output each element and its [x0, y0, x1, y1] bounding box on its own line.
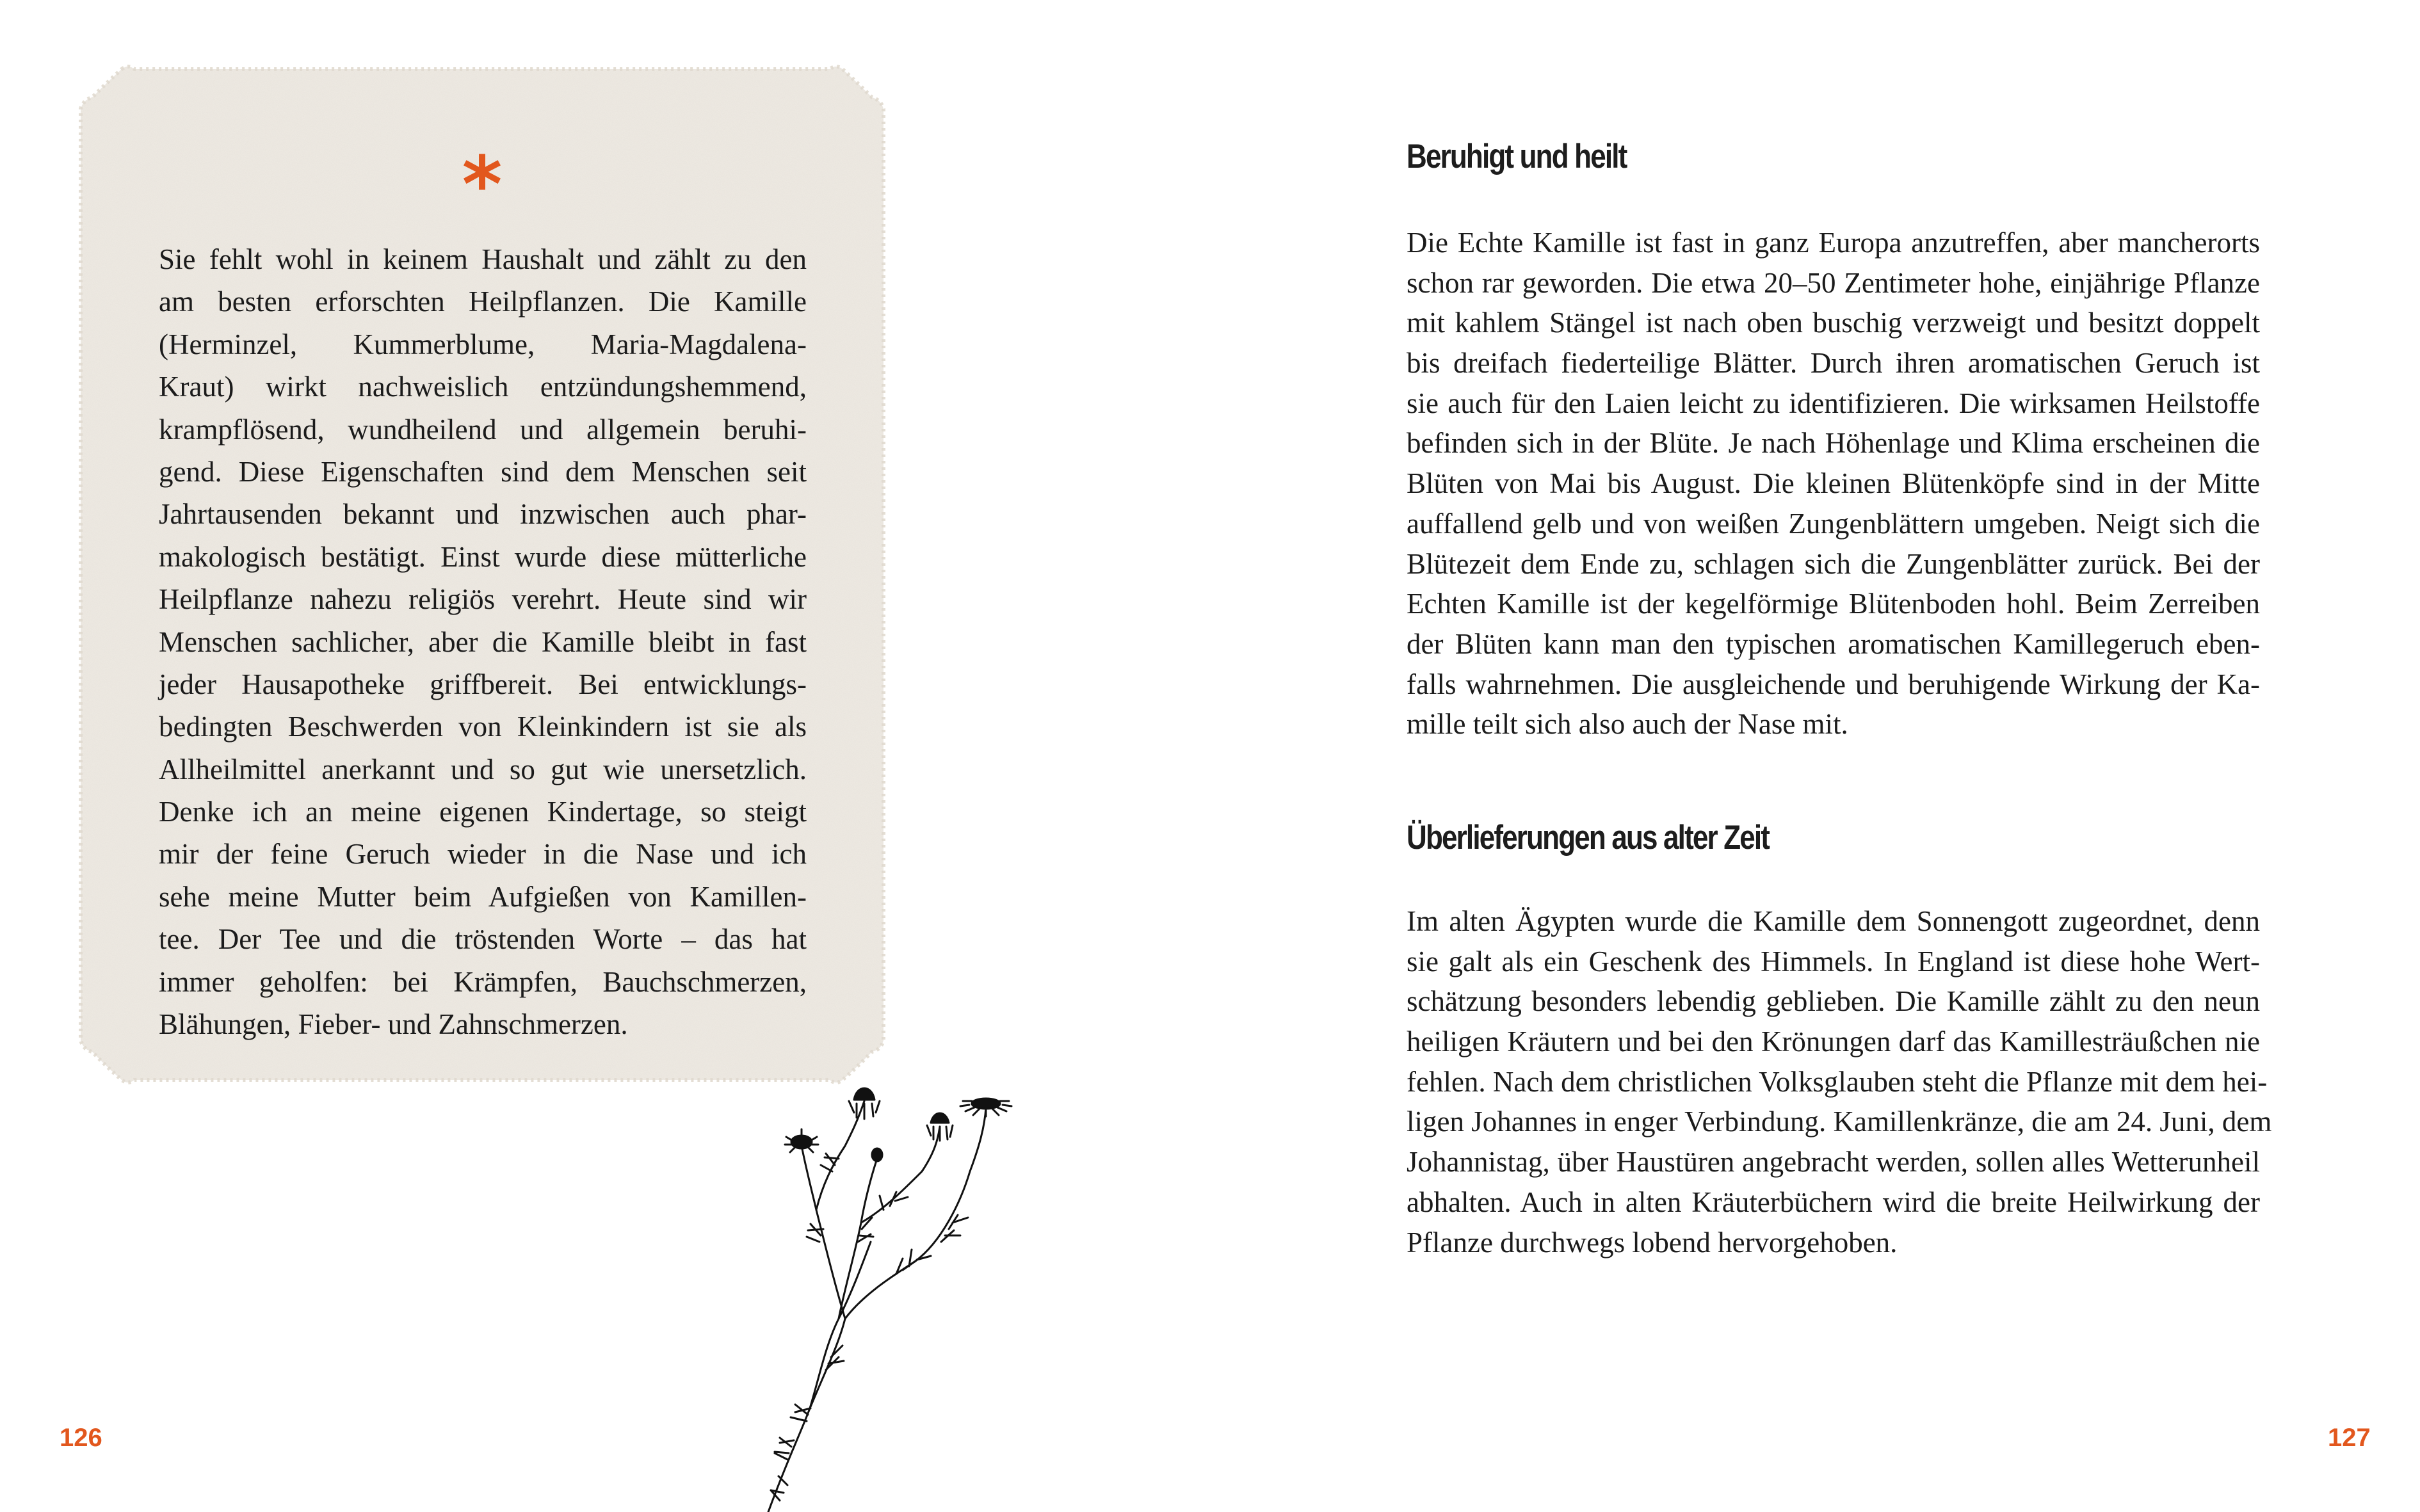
text-line: Menschen sachlicher, aber die Kamille bleibt in fast — [159, 625, 807, 658]
text-line: Blüten von Mai bis August. Die kleinen Blütenköpfe sind in der Mitte — [1407, 467, 2260, 500]
section-heading-ueberlieferungen: Überlieferungen aus alter Zeit — [1407, 819, 1770, 857]
text-line: tee. Der Tee und die tröstenden Worte – das hat — [159, 923, 807, 956]
text-line: mille teilt sich also auch der Nase mit. — [1407, 708, 1848, 741]
text-line: abhalten. Auch in alten Kräuterbüchern wird die breite Heilwirkung der — [1407, 1186, 2260, 1218]
text-line: mir der feine Geruch wieder in die Nase und ich — [159, 838, 807, 871]
text-line: (Herminzel, Kummerblume, Maria-Magdalena- — [159, 328, 807, 360]
text-line: jeder Hausapotheke griffbereit. Bei entwicklungs- — [159, 668, 807, 700]
text-line: befinden sich in der Blüte. Je nach Höhenlage und Klima erscheinen die — [1407, 427, 2260, 460]
text-line: bedingten Beschwerden von Kleinkindern ist sie als — [159, 711, 807, 743]
text-line: schätzung besonders lebendig geblieben. Die Kamille zählt zu den neun — [1407, 985, 2260, 1018]
section-paragraph-ueberlieferungen — [1407, 901, 2272, 1262]
text-line: Echten Kamille ist der kegelförmige Blütenboden hohl. Beim Zerreiben — [1407, 588, 2260, 620]
text-line: Im alten Ägypten wurde die Kamille dem Sonnengott zugeordnet, denn — [1407, 905, 2260, 937]
text-line: Pflanze durchwegs lobend hervorgehoben. — [1407, 1226, 1898, 1259]
text-line: Johannistag, über Haustüren angebracht werden, sollen alles Wetterunheil — [1407, 1146, 2260, 1178]
text-line: Heilpflanze nahezu religiös verehrt. Heute sind wir — [159, 583, 807, 616]
text-line: immer geholfen: bei Krämpfen, Bauchschmerzen, — [159, 965, 807, 998]
text-line: Blähungen, Fieber- und Zahnschmerzen. — [159, 1008, 628, 1041]
text-line: mit kahlem Stängel ist nach oben buschig verzweigt und besitzt doppelt — [1407, 307, 2260, 339]
section-heading-beruhigt: Beruhigt und heilt — [1407, 138, 1627, 175]
chamomile-plant-drawing-icon — [749, 1075, 1069, 1512]
text-line: Denke ich an meine eigenen Kindertage, so steigt — [159, 796, 807, 828]
text-line: der Blüten kann man den typischen aromatischen Kamillegeruch eben- — [1407, 627, 2260, 660]
text-line: heiligen Kräutern und bei den Krönungen darf das Kamillesträußchen nie — [1407, 1025, 2260, 1058]
text-line: Sie fehlt wohl in keinem Haushalt und zählt zu den — [159, 243, 807, 275]
text-line: Blütezeit dem Ende zu, schlagen sich die Zungenblätter zurück. Bei der — [1407, 547, 2260, 580]
text-line: auffallend gelb und von weißen Zungenblättern umgeben. Neigt sich die — [1407, 507, 2260, 540]
text-line: Jahrtausenden bekannt und inzwischen auch phar- — [159, 498, 807, 531]
text-line: Allheilmittel anerkannt und so gut wie unersetzlich. — [159, 753, 807, 785]
text-line: schon rar geworden. Die etwa 20–50 Zentimeter hohe, einjährige Pflanze — [1407, 266, 2260, 299]
text-line: makologisch bestätigt. Einst wurde diese mütterliche — [159, 540, 807, 573]
paper-note-box — [64, 64, 900, 1085]
note-paragraph — [159, 238, 807, 1045]
text-line: ligen Johannes in enger Verbindung. Kamillenkränze, die am 24. Juni, dem — [1407, 1106, 2272, 1138]
orange-asterisk-ornament: * — [462, 141, 503, 230]
text-line: fehlen. Nach dem christlichen Volksglauben steht die Pflanze mit dem hei- — [1407, 1065, 2268, 1098]
text-line: sie auch für den Laien leicht zu identifizieren. Die wirksamen Heilstoffe — [1407, 387, 2260, 419]
text-line: sehe meine Mutter beim Aufgießen von Kamillen- — [159, 880, 807, 913]
text-line: Die Echte Kamille ist fast in ganz Europa anzutreffen, aber mancherorts — [1407, 227, 2260, 259]
text-line: gend. Diese Eigenschaften sind dem Menschen seit — [159, 455, 807, 488]
page-number-left: 126 — [60, 1424, 102, 1452]
text-line: falls wahrnehmen. Die ausgleichende und beruhigende Wirkung der Ka- — [1407, 668, 2260, 700]
text-line: Kraut) wirkt nachweislich entzündungshemmend, — [159, 371, 807, 403]
text-line: am besten erforschten Heilpflanzen. Die Kamille — [159, 286, 807, 318]
text-line: sie galt als ein Geschenk des Himmels. In England ist diese hohe Wert- — [1407, 945, 2260, 977]
section-paragraph-beruhigt — [1407, 223, 2260, 744]
page-number-right: 127 — [2328, 1424, 2371, 1452]
text-line: krampflösend, wundheilend und allgemein beruhi- — [159, 413, 807, 446]
text-line: bis dreifach fiederteilige Blätter. Durch ihren aromatischen Geruch ist — [1407, 347, 2260, 380]
